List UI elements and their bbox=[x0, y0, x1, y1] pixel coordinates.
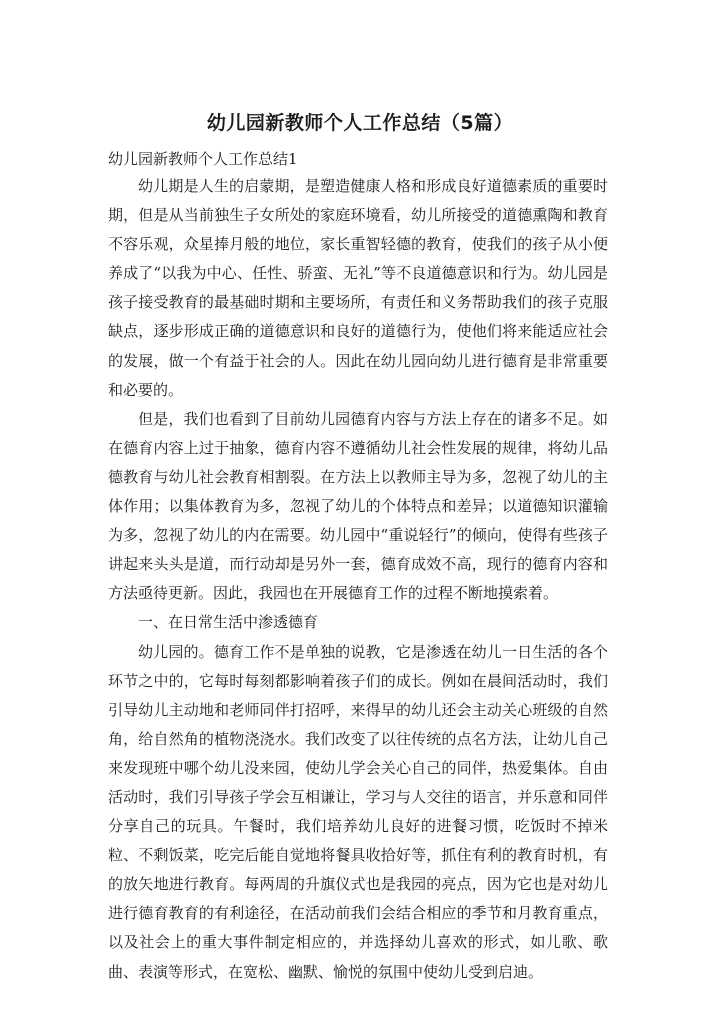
paragraph-shortcomings: 但是，我们也看到了目前幼儿园德育内容与方法上存在的诸多不足。如在德育内容上过于抽象，德育内容不遵循幼儿社会性发展的规律，将幼儿品德教育与幼儿社会教育相割裂。在方法上以教师主导为多，忽视了幼儿的主体作用；以集体教育为多，忽视了幼儿的个体特点和差异；以道德知识灌输为多，忽视了幼儿的内在需要。幼儿园中“重说轻行”的倾向，使得有些孩子讲起来头头是道，而行动却是另外一套，德育成效不高，现行的德育内容和方法亟待更新。因此，我园也在开展德育工作的过程不断地摸索着。 bbox=[108, 409, 608, 603]
paragraph-daily-life: 幼儿园的。德育工作不是单独的说教，它是渗透在幼儿一日生活的各个环节之中的，它每时每刻都影响着孩子们的成长。例如在晨间活动时，我们引导幼儿主动地和老师同伴打招呼，来得早的幼儿还会主动关心班级的自然角，给自然角的植物浇浇水。我们改变了以往传统的点名方法，让幼儿自己来发现班中哪个幼儿没来园，使幼儿学会关心自己的同伴，热爱集体。自由活动时，我们引导孩子学会互相谦让，学习与人交往的语言，并乐意和同伴分享自己的玩具。午餐时，我们培养幼儿良好的进餐习惯，吃饭时不掉米粒、不剩饭菜，吃完后能自觉地将餐具收拾好等，抓住有利的教育时机，有的放矢地进行教育。每两周的升旗仪式也是我园的亮点，因为它也是对幼儿进行德育教育的有利途径，在活动前我们会结合相应的季节和月教育重点，以及社会上的重大事件制定相应的，并选择幼儿喜欢的形式，如儿歌、歌曲、表演等形式，在宽松、幽默、愉悦的氛围中使幼儿受到启迪。 bbox=[108, 642, 608, 981]
document-body bbox=[108, 172, 608, 987]
document-title: 幼儿园新教师个人工作总结（5篇） bbox=[206, 112, 514, 134]
paragraph-intro: 幼儿期是人生的启蒙期，是塑造健康人格和形成良好道德素质的重要时期，但是从当前独生子女所处的家庭环境看，幼儿所接受的道德熏陶和教育不容乐观，众星捧月般的地位，家长重智轻德的教育，使我们的孩子从小便养成了“以我为中心、任性、骄蛮、无礼”等不良道德意识和行为。幼儿园是孩子接受教育的最基础时期和主要场所，有责任和义务帮助我们的孩子克服缺点，逐步形成正确的道德意识和良好的道德行为，使他们将来能适应社会的发展，做一个有益于社会的人。因此在幼儿园向幼儿进行德育是非常重要和必要的。 bbox=[108, 177, 608, 399]
section-heading: 一、在日常生活中渗透德育 bbox=[138, 613, 319, 632]
document-subtitle: 幼儿园新教师个人工作总结1 bbox=[108, 150, 298, 168]
